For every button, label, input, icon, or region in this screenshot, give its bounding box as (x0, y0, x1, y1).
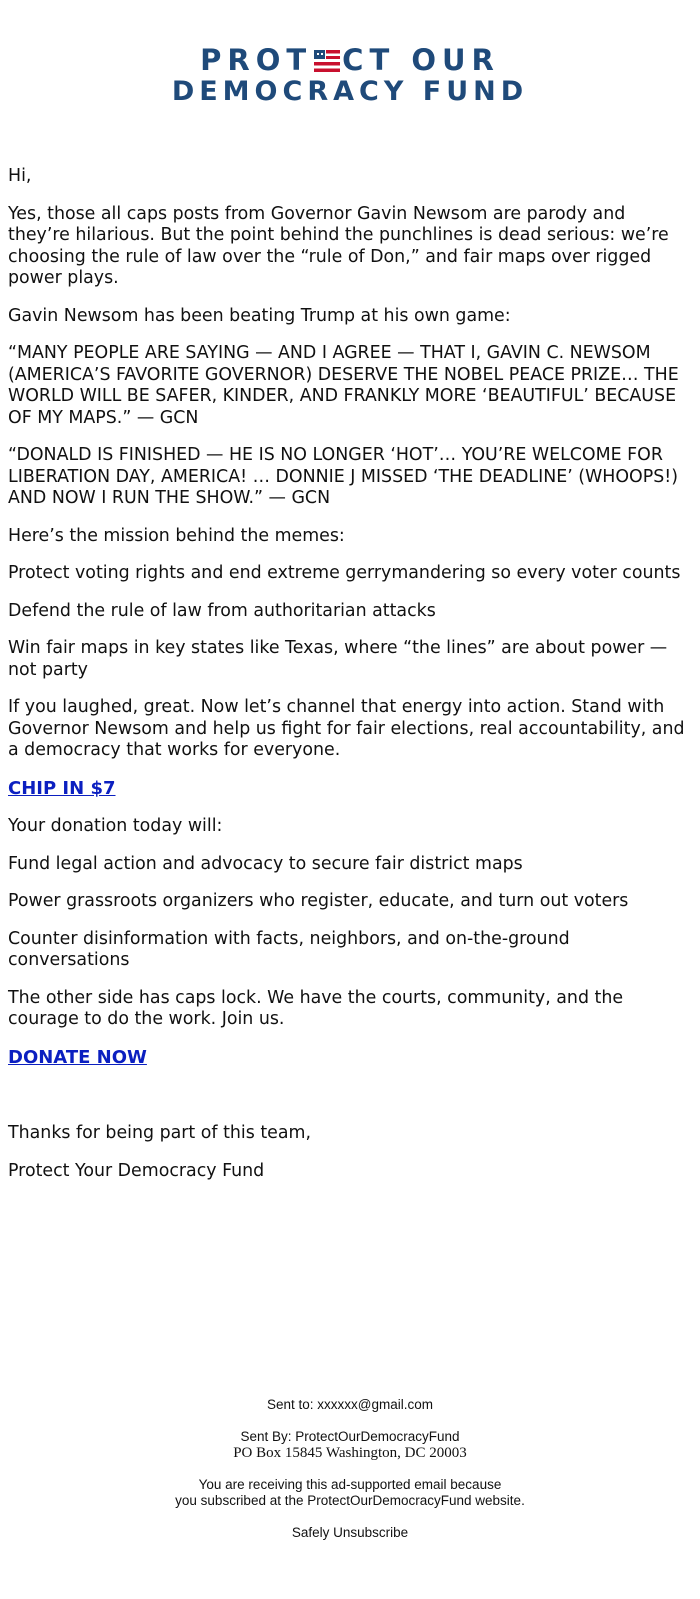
sent-by: Sent By: ProtectOurDemocracyFund (240, 1429, 460, 1444)
donate-now-link[interactable]: DONATE NOW (8, 1046, 147, 1068)
unsubscribe-link[interactable]: Safely Unsubscribe (291, 1525, 409, 1540)
logo-line-2: DEMOCRACY FUND (171, 76, 529, 107)
quote-nobel: “MANY PEOPLE ARE SAYING — AND I AGREE — THAT I, GAVIN C. NEWSOM (AMERICA’S FAVORITE GOVERNOR) DESERVE THE NOBEL PEACE PRIZE… THE WORLD WILL BE SAFER, KINDER, AND FRANKLY MORE ‘BEAUTIFUL’ BECAUSE OF MY MAPS.” — GCN (8, 343, 679, 428)
greeting: Hi, (8, 166, 32, 186)
intro-paragraph: Yes, those all caps posts from Governor Gavin Newsom are parody and they’re hilarious. But the point behind the punchlines is dead serious: we’re choosing the rule of law over the “rule of Don,” and fair maps over rigged power plays. (8, 203, 669, 288)
flag-e-icon (314, 50, 340, 72)
logo-text-right: CT OUR (342, 43, 500, 77)
subscription-notice (0, 1477, 700, 1509)
notice-line-2: you subscribed at the ProtectOurDemocracyFund website. (175, 1493, 525, 1508)
logo-text-left: PROT (200, 43, 313, 77)
newsom-paragraph: Gavin Newsom has been beating Trump at his own game: (8, 305, 511, 326)
mission-item: Defend the rule of law from authoritarian attacks (8, 600, 436, 621)
donation-intro: Your donation today will: (8, 816, 223, 836)
notice-line-1: You are receiving this ad-supported email because (198, 1477, 502, 1492)
email-header (0, 44, 700, 108)
signoff: Thanks for being part of this team, (8, 1123, 311, 1143)
closing-paragraph: The other side has caps lock. We have the courts, community, and the courage to do the work. Join us. (8, 987, 624, 1029)
chip-in-link[interactable]: CHIP IN $7 (8, 777, 116, 799)
action-paragraph: If you laughed, great. Now let’s channel that energy into action. Stand with Governor Newsom and help us fight for fair elections, real accountability, and a democracy that works for everyone. (8, 697, 685, 760)
postal-address: PO Box 15845 Washington, DC 20003 (233, 1445, 467, 1461)
donation-item: Power grassroots organizers who register, educate, and turn out voters (8, 891, 629, 911)
mission-intro: Here’s the mission behind the memes: (8, 525, 345, 546)
signature: Protect Your Democracy Fund (8, 1160, 265, 1181)
quote-donald: “DONALD IS FINISHED — HE IS NO LONGER ‘HOT’… YOU’RE WELCOME FOR LIBERATION DAY, AMERICA! … DONNIE J MISSED ‘THE DEADLINE’ (WHOOPS!) AND NOW I RUN THE SHOW.” — GCN (8, 445, 679, 508)
donation-item: Counter disinformation with facts, neighbors, and on-the-ground conversations (8, 928, 570, 970)
email-footer (0, 1397, 700, 1541)
email-body (8, 166, 688, 1198)
mission-item: Protect voting rights and end extreme gerrymandering so every voter counts (8, 563, 681, 583)
donation-item: Fund legal action and advocacy to secure fair district maps (8, 853, 523, 874)
logo-line-1 (172, 44, 528, 76)
sender-block (0, 1429, 700, 1461)
sent-to: Sent to: xxxxxx@gmail.com (266, 1397, 433, 1412)
brand-logo[interactable] (172, 44, 528, 108)
mission-item: Win fair maps in key states like Texas, where “the lines” are about power — not party (8, 638, 668, 680)
spacer (8, 1085, 688, 1123)
